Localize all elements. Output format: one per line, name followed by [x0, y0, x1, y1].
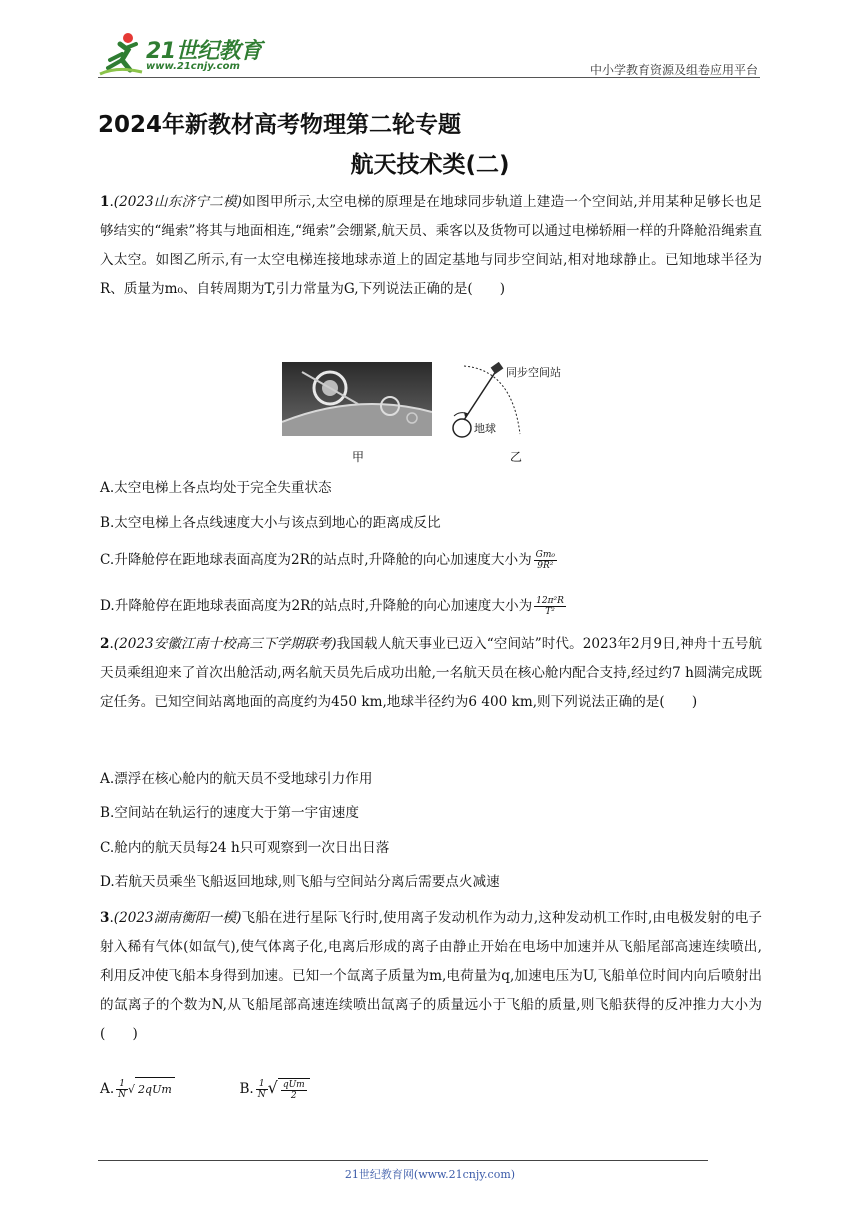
figure-label-b: 乙 — [510, 450, 523, 464]
fraction-numerator: qUm — [282, 1080, 305, 1090]
question-source: (2023湖南衡阳一模) — [113, 910, 242, 926]
question-3-option-b — [239, 1078, 309, 1101]
radicand-fraction — [281, 1080, 307, 1101]
fraction-numerator: 1 — [116, 1079, 128, 1090]
question-3-stem: 3.(2023湖南衡阳一模)飞船在进行星际飞行时,使用离子发动机作为动力,这种发动机工作时,由电极发射的电子射入稀有气体(如氙气),使气体离子化,电离后形成的离子由静止开始在电场中加速并从飞船尾部高速连续喷出,利用反冲使飞船本身得到加速。已知一个氙离子质量为m,电荷量为q,加速电压为U,飞船单位时间内向后喷射出的氙离子的个数为N,从飞船尾部高速连续喷出氙离子的质量远小于飞船的质量,则飞船获得的反冲推力大小为( ) — [100, 910, 763, 1042]
question-1-stem: 1.(2023山东济宁二模)如图甲所示,太空电梯的原理是在地球同步轨道上建造一个空间站,并用某种足够长也足够结实的“绳索”将其与地面相连,“绳索”会绷紧,航天员、乘客以及货物可以通过电梯轿厢一样的升降舱沿绳索直入太空。如图乙所示,有一太空电梯连接地球赤道上的固定基地与同步空间站,相对地球静止。已知地球半径为R、质量为m₀、自转周期为T,引力常量为G,下列说法正确的是( ) — [100, 194, 763, 297]
question-2-option-a: A.漂浮在核心舱内的航天员不受地球引力作用 — [100, 771, 373, 787]
fraction — [534, 596, 566, 617]
question-1-option-a: A.太空电梯上各点均处于完全失重状态 — [100, 480, 332, 496]
logo-url: www.21cnjy.com — [146, 61, 240, 72]
question-number: 3 — [100, 910, 110, 926]
square-root: √ $\frac{\text{qUm}}{2}$ — [268, 1076, 310, 1103]
page-footer[interactable]: 21世纪教育网(www.21cnjy.com) — [344, 1168, 516, 1181]
question-2-stem: 2.(2023安徽江南十校高三下学期联考)我国载人航天事业已迈入“空间站”时代。2023年2月9日,神舟十五号航天员乘组迎来了首次出舱活动,两名航天员先后成功出舱,一名航天员在核心舱内配合支持,经过约7 h圆满完成既定任务。已知空间站离地面的高度约为450 km,地球半径约为6 400 km,则下列说法正确的是( ) — [100, 636, 762, 710]
fraction-numerator: 1 — [256, 1079, 268, 1090]
question-2-option-d: D.若航天员乘坐飞船返回地球,则飞船与空间站分离后需要点火减速 — [100, 874, 500, 890]
option-text: D.升降舱停在距地球表面高度为2R的站点时,升降舱的向心加速度大小为 — [100, 598, 533, 614]
question-source: (2023山东济宁二模) — [113, 194, 243, 210]
question-2-option-b: B.空间站在轨运行的速度大于第一宇宙速度 — [100, 805, 359, 821]
fraction — [116, 1079, 128, 1100]
fraction — [534, 550, 557, 571]
question-text: 我国载人航天事业已迈入“空间站”时代。2023年2月9日,神舟十五号航天员乘组迎来了首次出舱活动,两名航天员先后成功出舱,一名航天员在核心舱内配合支持,经过约7 h圆满完成既定任务。已知空间站离地面的高度约为450 km,地球半径约为6 400 km,则下列说法正确的是( ) — [100, 636, 762, 710]
fraction-denominator: 2 — [290, 1091, 297, 1101]
figure-label-a: 甲 — [352, 450, 365, 464]
question-1-option-d — [100, 594, 762, 618]
space-elevator-diagram — [450, 362, 582, 442]
question-text: 如图甲所示,太空电梯的原理是在地球同步轨道上建造一个空间站,并用某种足够长也足够结实的“绳索”将其与地面相连,“绳索”会绷紧,航天员、乘客以及货物可以通过电梯轿厢一样的升降舱沿绳索直入太空。如图乙所示,有一太空电梯连接地球赤道上的固定基地与同步空间站,相对地球静止。已知地球半径为R、质量为m₀、自转周期为T,引力常量为G,下列说法正确的是( ) — [100, 194, 763, 297]
header-divider — [98, 77, 760, 78]
fraction-denominator: N — [257, 1089, 266, 1100]
fraction-numerator: 12π²R — [536, 596, 564, 606]
fraction-denominator: 9R² — [537, 561, 554, 571]
option-text: C.升降舱停在距地球表面高度为2R的站点时,升降舱的向心加速度大小为 — [100, 552, 532, 568]
space-elevator-photo — [282, 362, 432, 436]
fraction — [256, 1079, 268, 1100]
footer-divider — [98, 1160, 708, 1161]
logo-text: 21世纪教育 — [146, 39, 262, 64]
question-3-options-row — [100, 1076, 762, 1103]
option-label: A. — [100, 1080, 115, 1097]
header-tagline: 中小学教育资源及组卷应用平台 — [589, 63, 758, 77]
square-root: √ 2qUm — [128, 1077, 175, 1102]
document-subtitle: 航天技术类(二) — [350, 152, 510, 178]
earth-label: 地球 — [474, 422, 496, 435]
question-1-option-c — [100, 548, 762, 572]
question-source: (2023安徽江南十校高三下学期联考) — [113, 636, 337, 652]
radicand — [278, 1078, 310, 1103]
fraction-numerator: Gm₀ — [535, 550, 556, 560]
running-figure-icon — [98, 30, 144, 76]
document-title: 2024年新教材高考物理第二轮专题 — [98, 112, 462, 138]
question-number: 1 — [100, 194, 110, 210]
question-number: 2 — [100, 636, 110, 652]
question-3-option-a — [100, 1078, 179, 1100]
fraction-denominator: N — [118, 1089, 127, 1100]
page-header — [98, 30, 758, 78]
question-1-option-b: B.太空电梯上各点线速度大小与该点到地心的距离成反比 — [100, 515, 441, 531]
site-logo[interactable] — [98, 30, 298, 78]
station-label: 同步空间站 — [506, 366, 561, 379]
question-1-figure — [282, 362, 582, 474]
question-text: 飞船在进行星际飞行时,使用离子发动机作为动力,这种发动机工作时,由电极发射的电子射入稀有气体(如氙气),使气体离子化,电离后形成的离子由静止开始在电场中加速并从飞船尾部高速连续喷出,利用反冲使飞船本身得到加速。已知一个氙离子质量为m,电荷量为q,加速电压为U,飞船单位时间内向后喷射出的氙离子的个数为N,从飞船尾部高速连续喷出氙离子的质量远小于飞船的质量,则飞船获得的反冲推力大小为( ) — [100, 910, 763, 1042]
fraction-denominator: T² — [545, 607, 555, 617]
question-2-option-c: C.舱内的航天员每24 h只可观察到一次日出日落 — [100, 840, 390, 856]
option-label: B. — [239, 1080, 254, 1097]
radicand: 2qUm — [135, 1077, 175, 1102]
